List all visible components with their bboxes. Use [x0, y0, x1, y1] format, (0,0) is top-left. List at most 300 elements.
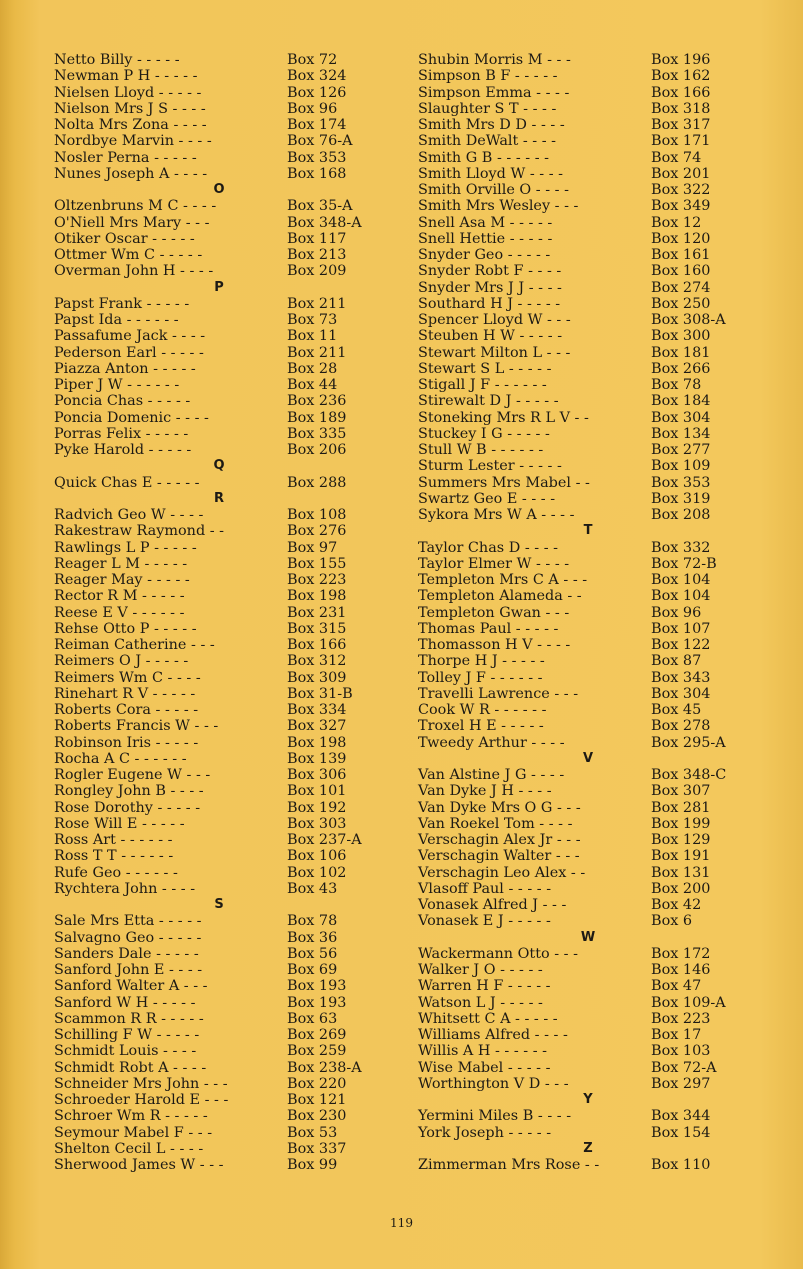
directory-entry	[54, 572, 394, 588]
entry-name: Roberts Francis W - - -	[54, 718, 219, 735]
entry-box-number: Box 134	[651, 425, 711, 442]
entry-name: Robinson Iris - - - - -	[54, 734, 199, 751]
entry-box-number: Box 237-A	[287, 832, 362, 848]
entry-name: Rakestraw Raymond - -	[54, 523, 225, 540]
entry-name: Schroer Wm R - - - - -	[54, 1108, 208, 1125]
entry-box-number: Box 47	[651, 978, 702, 995]
entry-name: Otiker Oscar - - - - -	[54, 230, 195, 247]
entry-name: Walker J O - - - - -	[418, 962, 543, 978]
directory-entry	[54, 215, 394, 231]
entry-box-number: Box 154	[651, 1124, 711, 1141]
entry-box-number: Box 317	[651, 117, 711, 133]
directory-entry	[418, 117, 778, 133]
entry-name: Cook W R - - - - - -	[418, 702, 547, 718]
directory-entry	[54, 637, 394, 653]
directory-entry	[418, 475, 778, 491]
entry-name: Shelton Cecil L - - - -	[54, 1140, 204, 1157]
directory-entry	[418, 556, 778, 572]
entry-name: Van Roekel Tom - - - -	[418, 815, 573, 832]
entry-name: Shubin Morris M - - -	[418, 52, 571, 68]
entry-box-number: Box 72	[287, 52, 338, 68]
entry-name: Schmidt Robt A - - - -	[54, 1059, 207, 1076]
entry-name: O'Niell Mrs Mary - - -	[54, 214, 210, 231]
directory-entry	[418, 995, 778, 1011]
entry-box-number: Box 28	[287, 360, 338, 377]
entry-name: Rose Dorothy - - - - -	[54, 799, 201, 816]
entry-name: Warren H F - - - - -	[418, 978, 551, 995]
entry-name: Smith Orville O - - - -	[418, 182, 569, 198]
section-letter: Y	[583, 1092, 593, 1107]
section-letter: T	[583, 523, 593, 539]
entry-box-number: Box 109-A	[651, 994, 726, 1011]
entry-box-number: Box 297	[651, 1075, 711, 1092]
entry-box-number: Box 318	[651, 100, 711, 117]
entry-box-number: Box 162	[651, 68, 711, 85]
directory-entry	[54, 1011, 394, 1027]
entry-name: Smith Mrs D D - - - -	[418, 117, 565, 133]
entry-name: Reager L M - - - - -	[54, 555, 188, 572]
entry-name: Nunes Joseph A - - - -	[54, 165, 208, 182]
entry-box-number: Box 12	[651, 214, 702, 231]
entry-box-number: Box 126	[287, 84, 347, 101]
entry-name: Sykora Mrs W A - - - -	[418, 507, 575, 523]
entry-name: Van Alstine J G - - - -	[418, 767, 565, 783]
entry-name: Rawlings L P - - - - -	[54, 539, 197, 556]
entry-name: Verschagin Alex Jr - - -	[418, 832, 581, 848]
directory-entry	[54, 653, 394, 669]
entry-name: Snyder Mrs J J - - - -	[418, 279, 562, 296]
directory-entry	[418, 816, 778, 832]
entry-box-number: Box 102	[287, 864, 347, 881]
entry-name: Stigall J F - - - - - -	[418, 377, 547, 393]
entry-box-number: Box 337	[287, 1140, 347, 1157]
entry-box-number: Box 208	[651, 507, 711, 523]
directory-entry	[418, 458, 778, 474]
entry-box-number: Box 172	[651, 945, 711, 962]
entry-box-number: Box 139	[287, 750, 347, 767]
entry-box-number: Box 198	[287, 588, 347, 605]
entry-name: Tweedy Arthur - - - -	[418, 734, 565, 751]
directory-entry	[54, 962, 394, 978]
directory-entry	[418, 426, 778, 442]
entry-name: Ross Art - - - - - -	[54, 832, 173, 848]
entry-box-number: Box 238-A	[287, 1059, 362, 1076]
entry-box-number: Box 160	[651, 263, 711, 280]
directory-entry	[418, 215, 778, 231]
entry-box-number: Box 332	[651, 539, 711, 556]
entry-box-number: Box 181	[651, 344, 711, 361]
entry-box-number: Box 101	[287, 783, 347, 800]
directory-entry	[54, 751, 394, 767]
entry-box-number: Box 306	[287, 767, 347, 783]
directory-entry	[418, 345, 778, 361]
entry-box-number: Box 96	[651, 604, 702, 621]
entry-name: Rose Will E - - - - -	[54, 815, 185, 832]
directory-entry	[54, 475, 394, 491]
entry-name: Porras Felix - - - - -	[54, 425, 189, 442]
entry-box-number: Box 198	[287, 734, 347, 751]
entry-box-number: Box 201	[651, 165, 711, 182]
entry-box-number: Box 312	[287, 653, 347, 670]
directory-entry	[418, 848, 778, 864]
directory-entry	[54, 865, 394, 881]
directory-entry	[418, 52, 778, 68]
entry-name: Taylor Chas D - - - -	[418, 539, 559, 556]
entry-box-number: Box 230	[287, 1108, 347, 1125]
entry-box-number: Box 343	[651, 669, 711, 686]
entry-box-number: Box 348-C	[651, 767, 727, 783]
directory-entry	[54, 523, 394, 539]
entry-box-number: Box 309	[287, 669, 347, 686]
entry-box-number: Box 315	[287, 620, 347, 637]
directory-entry	[418, 897, 778, 913]
entry-name: Ottmer Wm C - - - - -	[54, 247, 203, 263]
entry-name: Smith G B - - - - - -	[418, 149, 549, 166]
entry-name: Verschagin Leo Alex - -	[418, 864, 586, 881]
entry-name: Oltzenbruns M C - - - -	[54, 198, 217, 215]
entry-name: Tolley J F - - - - - -	[418, 669, 543, 686]
directory-entry	[418, 670, 778, 686]
directory-entry	[418, 1060, 778, 1076]
entry-name: Schroeder Harold E - - -	[54, 1092, 229, 1108]
directory-entry	[418, 1043, 778, 1059]
entry-name: Rufe Geo - - - - - -	[54, 864, 178, 881]
entry-name: Yermini Miles B - - - -	[418, 1108, 572, 1125]
entry-box-number: Box 31-B	[287, 685, 353, 702]
section-letter: W	[580, 929, 596, 945]
entry-box-number: Box 53	[287, 1124, 338, 1141]
directory-entry	[54, 117, 394, 133]
entry-box-number: Box 74	[651, 149, 702, 166]
entry-box-number: Box 174	[287, 117, 347, 133]
entry-box-number: Box 191	[651, 848, 711, 865]
entry-box-number: Box 269	[287, 1027, 347, 1043]
directory-entry	[54, 247, 394, 263]
entry-box-number: Box 348-A	[287, 214, 362, 231]
entry-box-number: Box 206	[287, 442, 347, 458]
entry-box-number: Box 17	[651, 1027, 702, 1043]
section-letter: P	[214, 279, 224, 295]
entry-name: Reimers Wm C - - - -	[54, 669, 201, 686]
entry-box-number: Box 155	[287, 555, 347, 572]
entry-box-number: Box 349	[651, 198, 711, 215]
entry-box-number: Box 344	[651, 1108, 711, 1125]
entry-name: Nordbye Marvin - - - -	[54, 133, 212, 150]
directory-entry	[418, 621, 778, 637]
entry-box-number: Box 45	[651, 702, 702, 718]
entry-name: Rocha A C - - - - - -	[54, 750, 187, 767]
entry-name: Poncia Chas - - - - -	[54, 393, 191, 410]
entry-box-number: Box 36	[287, 929, 338, 946]
entry-name: Southard H J - - - - -	[418, 295, 561, 312]
entry-box-number: Box 334	[287, 702, 347, 718]
directory-entry	[54, 800, 394, 816]
directory-entry	[418, 68, 778, 84]
entry-name: Overman John H - - - -	[54, 263, 214, 280]
entry-name: Schmidt Louis - - - -	[54, 1043, 197, 1060]
entry-name: Sanford W H - - - - -	[54, 994, 196, 1011]
section-letter: R	[213, 490, 224, 506]
entry-box-number: Box 78	[651, 377, 702, 393]
entry-box-number: Box 335	[287, 425, 347, 442]
entry-name: Templeton Mrs C A - - -	[418, 572, 588, 588]
entry-box-number: Box 96	[287, 100, 338, 117]
directory-entry	[54, 150, 394, 166]
directory-entry	[54, 52, 394, 68]
directory-entry	[54, 686, 394, 702]
entry-name: Nielson Mrs J S - - - -	[54, 100, 206, 117]
entry-box-number: Box 353	[287, 149, 347, 166]
entry-name: Taylor Elmer W - - - -	[418, 555, 570, 572]
entry-name: Steuben H W - - - - -	[418, 328, 563, 345]
entry-box-number: Box 322	[651, 182, 711, 198]
entry-name: Sanders Dale - - - - -	[54, 945, 199, 962]
entry-name: Willis A H - - - - - -	[418, 1043, 548, 1060]
entry-name: Pyke Harold - - - - -	[54, 442, 192, 458]
entry-box-number: Box 63	[287, 1010, 338, 1027]
entry-name: Templeton Gwan - - -	[418, 604, 570, 621]
directory-entry	[54, 881, 394, 897]
entry-box-number: Box 303	[287, 815, 347, 832]
directory-entry	[54, 540, 394, 556]
directory-entry	[418, 978, 778, 994]
directory-entry	[54, 345, 394, 361]
entry-box-number: Box 166	[651, 84, 711, 101]
entry-box-number: Box 266	[651, 360, 711, 377]
directory-entry	[54, 913, 394, 929]
directory-entry	[418, 312, 778, 328]
directory-entry	[54, 426, 394, 442]
entry-name: Sherwood James W - - -	[54, 1157, 224, 1173]
section-letter: S	[214, 897, 224, 912]
directory-entry	[418, 637, 778, 653]
entry-box-number: Box 42	[651, 897, 702, 913]
entry-name: Seymour Mabel F - - -	[54, 1124, 213, 1141]
directory-entry	[418, 605, 778, 621]
directory-entry	[418, 588, 778, 604]
entry-name: Smith Lloyd W - - - -	[418, 165, 564, 182]
directory-entry	[418, 913, 778, 929]
entry-box-number: Box 117	[287, 230, 347, 247]
entry-box-number: Box 223	[287, 572, 347, 588]
entry-name: Reiman Catherine - - -	[54, 637, 215, 653]
directory-entry	[418, 410, 778, 426]
entry-box-number: Box 304	[651, 409, 711, 426]
entry-name: Stewart S L - - - - -	[418, 360, 552, 377]
directory-entry	[418, 1108, 778, 1124]
directory-entry	[418, 166, 778, 182]
entry-name: Schilling F W - - - - -	[54, 1027, 200, 1043]
right-column	[418, 52, 778, 1173]
directory-entry	[418, 1076, 778, 1092]
entry-name: Ross T T - - - - - -	[54, 848, 174, 865]
section-letter: Q	[213, 458, 225, 474]
entry-name: Slaughter S T - - - -	[418, 100, 557, 117]
entry-box-number: Box 250	[651, 295, 711, 312]
entry-name: Nielsen Lloyd - - - - -	[54, 84, 202, 101]
entry-box-number: Box 6	[651, 913, 693, 930]
directory-entry	[54, 377, 394, 393]
entry-box-number: Box 103	[651, 1043, 711, 1060]
entry-box-number: Box 220	[287, 1075, 347, 1092]
entry-box-number: Box 78	[287, 913, 338, 930]
directory-entry	[418, 946, 778, 962]
directory-entry	[54, 312, 394, 328]
directory-entry	[418, 442, 778, 458]
directory-entry	[418, 718, 778, 734]
directory-entry	[54, 735, 394, 751]
entry-box-number: Box 120	[651, 230, 711, 247]
entry-box-number: Box 196	[651, 52, 711, 68]
entry-box-number: Box 278	[651, 718, 711, 735]
directory-entry	[54, 85, 394, 101]
entry-box-number: Box 131	[651, 864, 711, 881]
entry-name: Watson L J - - - - -	[418, 994, 543, 1011]
entry-name: Templeton Alameda - -	[418, 588, 582, 605]
entry-box-number: Box 281	[651, 799, 711, 816]
entry-name: Piper J W - - - - - -	[54, 377, 180, 393]
entry-box-number: Box 236	[287, 393, 347, 410]
directory-entry	[418, 540, 778, 556]
entry-name: Simpson Emma - - - -	[418, 84, 570, 101]
directory-entry	[418, 1011, 778, 1027]
entry-box-number: Box 122	[651, 637, 711, 653]
directory-entry	[54, 978, 394, 994]
entry-box-number: Box 189	[287, 409, 347, 426]
entry-name: Thorpe H J - - - - -	[418, 653, 545, 670]
directory-entry	[54, 702, 394, 718]
directory-entry	[54, 133, 394, 149]
entry-box-number: Box 353	[651, 474, 711, 491]
entry-box-number: Box 199	[651, 815, 711, 832]
entry-name: Whitsett C A - - - - -	[418, 1010, 558, 1027]
entry-box-number: Box 72-A	[651, 1059, 717, 1076]
directory-entry	[54, 328, 394, 344]
entry-name: Nosler Perna - - - - -	[54, 149, 197, 166]
directory-entry	[418, 491, 778, 507]
entry-box-number: Box 104	[651, 572, 711, 588]
entry-name: Stuckey I G - - - - -	[418, 425, 550, 442]
directory-entry	[54, 1060, 394, 1076]
entry-name: Reimers O J - - - - -	[54, 653, 189, 670]
entry-name: Stull W B - - - - - -	[418, 442, 544, 458]
directory-entry	[54, 995, 394, 1011]
entry-name: Van Dyke Mrs O G - - -	[418, 799, 581, 816]
entry-name: Vonasek E J - - - - -	[418, 913, 551, 930]
entry-box-number: Box 44	[287, 377, 338, 393]
directory-entry	[54, 1043, 394, 1059]
entry-name: Passafume Jack - - - -	[54, 328, 206, 345]
entry-name: Scammon R R - - - - -	[54, 1010, 204, 1027]
directory-entry	[418, 263, 778, 279]
entry-box-number: Box 87	[651, 653, 702, 670]
entry-name: Roberts Cora - - - - -	[54, 702, 199, 718]
entry-name: Thomas Paul - - - - -	[418, 620, 559, 637]
entry-box-number: Box 56	[287, 945, 338, 962]
directory-entry	[418, 150, 778, 166]
entry-box-number: Box 308-A	[651, 312, 726, 328]
directory-entry	[54, 507, 394, 523]
entry-box-number: Box 76-A	[287, 133, 353, 150]
entry-name: Wackermann Otto - - -	[418, 945, 578, 962]
entry-box-number: Box 231	[287, 604, 347, 621]
directory-entry	[54, 166, 394, 182]
entry-box-number: Box 109	[651, 458, 711, 475]
directory-entry	[54, 816, 394, 832]
entry-name: Piazza Anton - - - - -	[54, 360, 196, 377]
directory-entry	[418, 1027, 778, 1043]
entry-box-number: Box 277	[651, 442, 711, 458]
entry-name: Sanford John E - - - -	[54, 962, 203, 978]
entry-box-number: Box 43	[287, 880, 338, 897]
entry-name: Smith Mrs Wesley - - -	[418, 198, 579, 215]
entry-box-number: Box 307	[651, 783, 711, 800]
directory-entry	[54, 605, 394, 621]
entry-name: Thomasson H V - - - -	[418, 637, 571, 653]
entry-box-number: Box 146	[651, 962, 711, 978]
entry-box-number: Box 121	[287, 1092, 347, 1108]
entry-box-number: Box 107	[651, 620, 711, 637]
entry-name: Williams Alfred - - - -	[418, 1027, 568, 1043]
directory-entry	[418, 865, 778, 881]
entry-box-number: Box 300	[651, 328, 711, 345]
entry-box-number: Box 274	[651, 279, 711, 296]
entry-box-number: Box 184	[651, 393, 711, 410]
directory-entry	[418, 572, 778, 588]
entry-box-number: Box 223	[651, 1010, 711, 1027]
entry-box-number: Box 129	[651, 832, 711, 848]
entry-name: Snyder Geo - - - - -	[418, 247, 551, 263]
directory-entry	[54, 231, 394, 247]
directory-entry	[418, 735, 778, 751]
directory-entry	[54, 946, 394, 962]
entry-name: Rychtera John - - - -	[54, 880, 196, 897]
directory-entry	[418, 702, 778, 718]
directory-entry	[54, 393, 394, 409]
entry-box-number: Box 11	[287, 328, 338, 345]
directory-entry	[418, 101, 778, 117]
entry-name: Swartz Geo E - - - -	[418, 490, 556, 507]
entry-box-number: Box 108	[287, 507, 347, 523]
directory-entry	[54, 410, 394, 426]
directory-entry	[54, 361, 394, 377]
entry-box-number: Box 35-A	[287, 198, 353, 215]
entry-name: Snyder Robt F - - - -	[418, 263, 562, 280]
entry-name: Rector R M - - - - -	[54, 588, 185, 605]
entry-box-number: Box 259	[287, 1043, 347, 1060]
directory-entry	[54, 556, 394, 572]
entry-name: Nolta Mrs Zona - - - -	[54, 117, 207, 133]
entry-name: Snell Asa M - - - - -	[418, 214, 553, 231]
entry-box-number: Box 161	[651, 247, 711, 263]
entry-box-number: Box 166	[287, 637, 347, 653]
directory-entry	[418, 800, 778, 816]
directory-entry	[54, 1076, 394, 1092]
entry-name: Summers Mrs Mabel - -	[418, 474, 590, 491]
entry-name: Rogler Eugene W - - -	[54, 767, 211, 783]
directory-entry	[54, 442, 394, 458]
directory-entry	[54, 1125, 394, 1141]
directory-entry	[54, 1157, 394, 1173]
entry-box-number: Box 193	[287, 994, 347, 1011]
directory-entry	[418, 85, 778, 101]
directory-entry	[418, 198, 778, 214]
directory-entry	[54, 101, 394, 117]
entry-name: Schneider Mrs John - - -	[54, 1075, 228, 1092]
entry-box-number: Box 73	[287, 312, 338, 328]
section-letter: V	[582, 750, 594, 766]
directory-entry	[418, 296, 778, 312]
